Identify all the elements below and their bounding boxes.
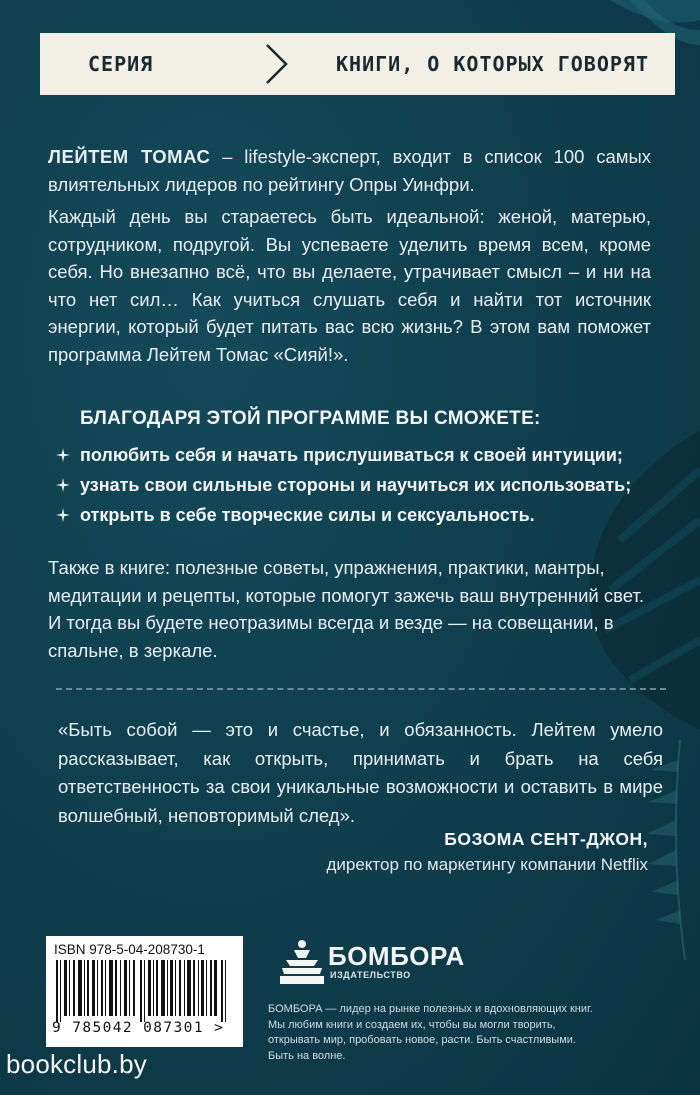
sparkle-icon [56,448,70,462]
series-banner [40,33,675,95]
site-watermark: bookclub.by [6,1049,147,1079]
barcode-digits: 9 785042 087301 > [52,1020,225,1036]
testimonial-quote: «Быть собой — это и счастье, и обязанность. Лейтем умело рассказывает, как открыть, принимать и брать на себя ответственность за свои уникальные возможности и оставить в мире волшебный, неповторимый след». [58,719,663,826]
barcode [46,936,243,1047]
testimonial-author: БОЗОМА СЕНТ-ДЖОН, [444,829,648,849]
author-name: ЛЕЙТЕМ ТОМАС [48,146,211,167]
benefits-heading: БЛАГОДАРЯ ЭТОЙ ПРОГРАММЕ ВЫ СМОЖЕТЕ: [80,408,541,429]
benefit-item [56,500,666,530]
publisher-logo-figure-icon [280,938,324,986]
benefit-text: узнать свои сильные стороны и научиться их использовать; [80,475,632,495]
benefit-item [56,470,666,500]
publisher-subtitle: ИЗДАТЕЛЬСТВО [330,970,411,980]
series-name: КНИГИ, О КОТОРЫХ ГОВОРЯТ [336,52,649,76]
sparkle-icon [56,478,70,492]
benefit-text: полюбить себя и начать прислушиваться к своей интуиции; [80,445,623,465]
testimonial-author-role: директор по маркетингу компании Netflix [326,855,648,874]
author-intro [48,143,651,198]
publisher-blurb: БОМБОРА — лидер на рынке полезных и вдохновляющих книг. Мы любим книги и создаем их, чтобы вы могли творить, открывать мир, пробовать новое, расти. Быть счастливыми. Быть на волне. [268,1003,593,1062]
series-label: СЕРИЯ [88,52,154,76]
sparkle-icon [56,508,70,522]
publisher-name: БОМБОРА [328,941,465,971]
author-intro-text: – lifestyle-эксперт, входит в список 100 самых влиятельных лидеров по рейтингу Опры Уинфри. [48,146,651,195]
benefit-text: открыть в себе творческие силы и сексуальность. [80,505,535,525]
dashed-divider [56,688,666,690]
book-description: Каждый день вы стараетесь быть идеальной: женой, матерью, сотрудником, подругой. Вы успеваете уделить время всем, кроме себя. Но внезапно всё, что вы делаете, утрачивает смысл – и ни на что нет сил… Как учиться слушать себя и найти тот источник энергии, который будет питать вас всю жизнь? В этом вам поможет программа Лейтем Томас «Сияй!». [48,206,651,365]
isbn-number: ISBN 978-5-04-208730-1 [54,942,205,957]
benefits-list [56,440,666,530]
book-extras: Также в книге: полезные советы, упражнения, практики, мантры, медитации и рецепты, которые помогут зажечь ваш внутренний свет. И тогда вы будете неотразимы всегда и везде — на совещании, в спальне, в зеркале. [48,557,644,661]
barcode-bars-graphic [54,960,235,1022]
benefit-item [56,440,666,470]
chevron-right-icon [264,42,290,86]
